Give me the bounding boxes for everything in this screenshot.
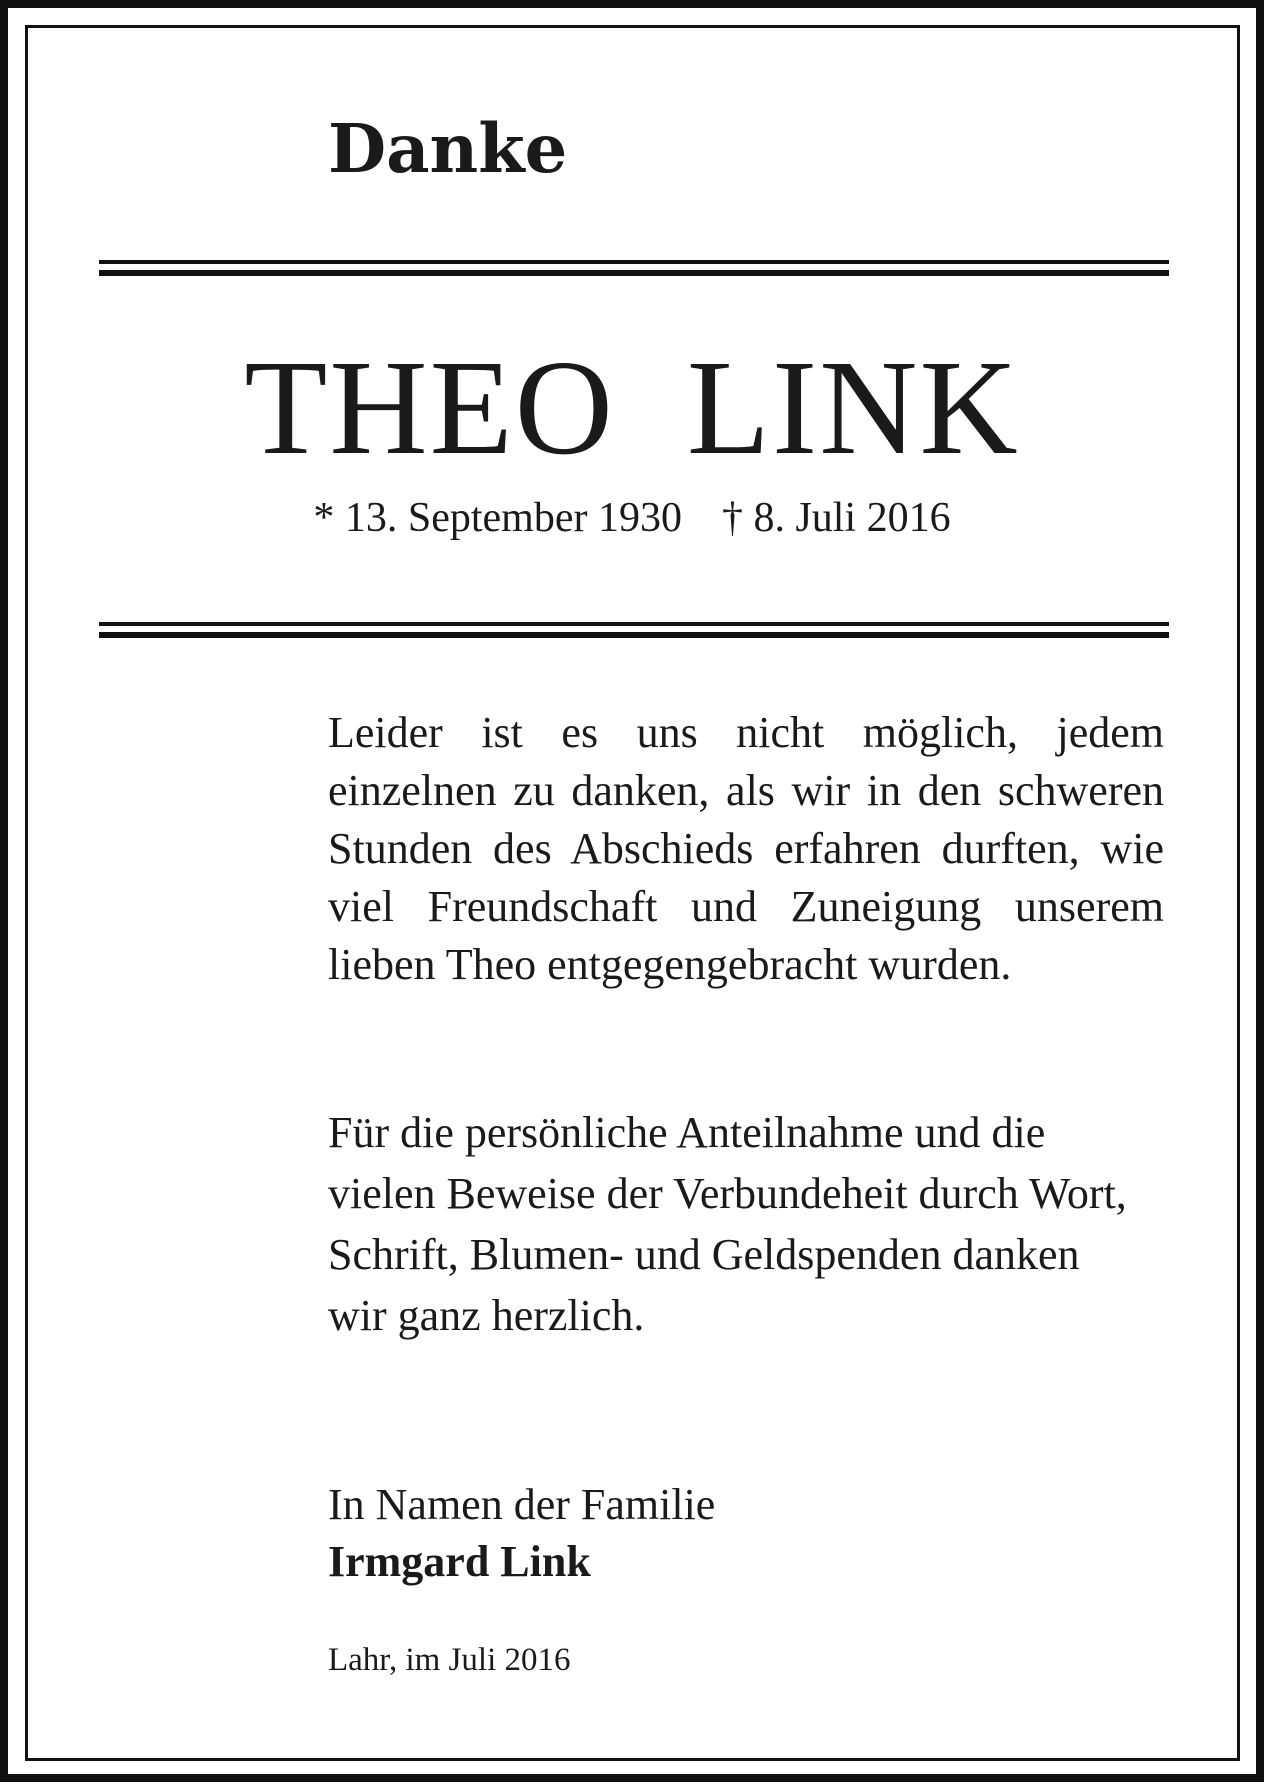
rule-line bbox=[99, 632, 1169, 638]
closing-line: In Namen der Familie bbox=[328, 1480, 716, 1529]
place-and-date: Lahr, im Juli 2016 bbox=[328, 1642, 571, 1678]
birth-date: * 13. September 1930 bbox=[313, 495, 682, 541]
thanks-paragraph-2: Für die persönliche Anteilnahme und die vielen Beweise der Verbundeheit durch Wort, Schrift, Blumen- und Geldspenden danken wir ganz herzlich. bbox=[328, 1108, 1127, 1340]
top-double-rule bbox=[99, 260, 1169, 276]
bottom-double-rule bbox=[99, 622, 1169, 638]
death-date: † 8. Juli 2016 bbox=[721, 495, 951, 541]
rule-line bbox=[99, 260, 1169, 264]
notice-heading: Danke bbox=[328, 109, 568, 188]
life-dates bbox=[0, 497, 1264, 539]
rule-line bbox=[99, 270, 1169, 276]
thanks-paragraph-1: Leider ist es uns nicht möglich, jedem einzelnen zu danken, als wir in den schweren Stunden des Abschieds erfahren durften, wie viel Freundschaft und Zuneigung unserem lieben Theo entgegengebracht wurden. bbox=[328, 708, 1164, 989]
signature-block bbox=[328, 1476, 1164, 1590]
rule-line bbox=[99, 622, 1169, 626]
signer-name: Irmgard Link bbox=[328, 1537, 591, 1586]
deceased-name: THEO LINK bbox=[244, 333, 1020, 483]
